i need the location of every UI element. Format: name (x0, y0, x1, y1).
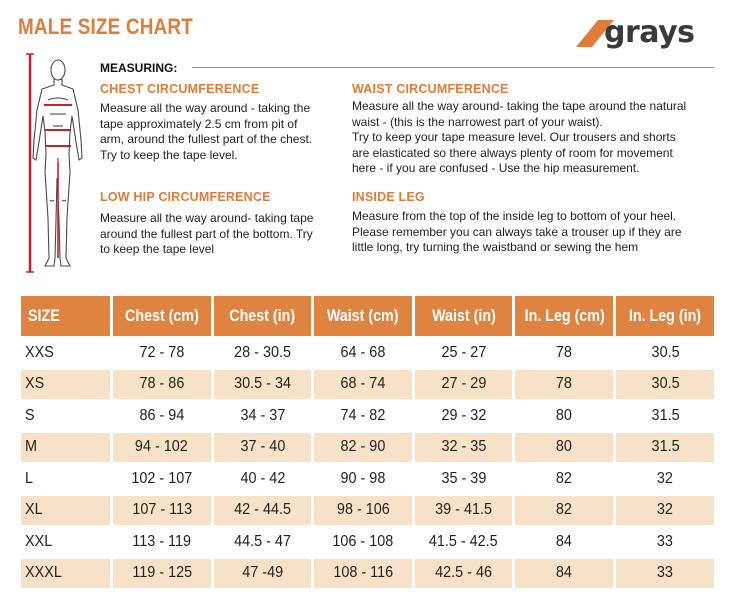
waist-in-cell: 41.5 - 42.5 (429, 532, 499, 550)
table-row (21, 496, 714, 526)
hip-line: around the fullest part of the bottom. Try (100, 226, 313, 241)
inleg-cm-cell: 82 (515, 496, 613, 526)
chest-in-cell: 47 -49 (214, 559, 312, 589)
waist-in-cell: 35 - 39 (441, 469, 487, 487)
waist-in-cell: 32 - 35 (415, 433, 512, 463)
hip-section-body (100, 211, 313, 258)
waist-cm-cell: 68 - 74 (314, 370, 412, 400)
chest-cm-cell: 113 - 119 (132, 532, 192, 550)
size-table (18, 294, 717, 590)
header-inleg-in: In. Leg (in) (616, 296, 714, 336)
inleg-in-cell: 30.5 (616, 370, 714, 400)
inleg-in-cell: 32 (657, 469, 674, 487)
size-cell: S (25, 406, 35, 424)
hip-line: to keep the tape level (100, 242, 215, 256)
chest-in-cell: 44.5 - 47 (233, 532, 291, 550)
table-row (21, 338, 714, 368)
waist-line: Try to keep your tape measure level. Our trousers and shorts (352, 130, 676, 144)
inleg-in-cell: 33 (657, 532, 674, 550)
size-cell: XL (21, 496, 110, 526)
chest-in-cell: 42 - 44.5 (214, 496, 312, 526)
table-row (21, 464, 714, 494)
waist-in-cell: 27 - 29 (415, 370, 512, 400)
table-header-row (21, 296, 714, 336)
inleg-cm-cell: 80 (556, 406, 573, 424)
header-inleg-cm: In. Leg (cm) (515, 296, 613, 336)
waist-cm-cell: 106 - 108 (332, 532, 394, 550)
chest-cm-cell: 72 - 78 (139, 343, 185, 361)
chest-in-cell: 28 - 30.5 (233, 343, 291, 361)
chest-line: tape approximately 2.5 cm from pit of (100, 116, 298, 131)
waist-line: waist - (this is the narrowest part of your waist). (352, 114, 603, 129)
measuring-divider (192, 67, 714, 68)
size-cell: XXXL (21, 559, 110, 589)
inside-leg-section-body (352, 209, 682, 256)
size-cell: L (25, 469, 34, 487)
inleg-cm-cell: 78 (515, 370, 613, 400)
chest-cm-cell: 94 - 102 (113, 433, 211, 463)
waist-cm-cell: 82 - 90 (314, 433, 412, 463)
header-chest-in: Chest (in) (214, 296, 312, 336)
inleg-in-cell: 32 (616, 496, 714, 526)
logo-text: grays (604, 15, 695, 50)
grays-logo (574, 15, 719, 50)
chest-section-body (100, 101, 312, 163)
chest-line: Measure all the way around - taking the (100, 101, 311, 115)
waist-cm-cell: 108 - 116 (314, 559, 412, 589)
header-waist-in: Waist (in) (415, 296, 512, 336)
waist-cm-cell: 98 - 106 (314, 496, 412, 526)
header-size: SIZE (21, 296, 110, 336)
hip-line: Measure all the way around- taking tape (100, 211, 314, 225)
chest-section-title: CHEST CIRCUMFERENCE (100, 82, 260, 96)
inleg-in-cell: 30.5 (651, 343, 680, 361)
chest-cm-cell: 102 - 107 (131, 469, 193, 487)
chest-in-cell: 34 - 37 (239, 406, 285, 424)
inleg-cm-cell: 80 (515, 433, 613, 463)
inside-leg-line: little long, try turning the waistband or sewing the hem (352, 240, 639, 254)
size-cell: XXS (25, 343, 54, 361)
chest-cm-cell: 78 - 86 (113, 370, 211, 400)
chest-in-cell: 40 - 42 (239, 469, 285, 487)
table-row (21, 527, 714, 557)
chest-cm-cell: 107 - 113 (113, 496, 211, 526)
inleg-in-cell: 31.5 (616, 433, 714, 463)
waist-in-cell: 25 - 27 (441, 343, 487, 361)
waist-in-cell: 29 - 32 (441, 406, 487, 424)
table-row (21, 401, 714, 431)
table-row (21, 559, 714, 589)
size-cell: M (21, 433, 110, 463)
chest-cm-cell: 119 - 125 (113, 559, 211, 589)
chest-in-cell: 37 - 40 (214, 433, 312, 463)
inleg-cm-cell: 84 (515, 559, 613, 589)
table-row (21, 433, 714, 463)
chest-in-cell: 30.5 - 34 (214, 370, 312, 400)
inside-leg-line: Measure from the top of the inside leg to bottom of your heel. (352, 209, 677, 223)
waist-line: Measure all the way around- taking the tape around the natural (352, 99, 687, 113)
inleg-in-cell: 33 (616, 559, 714, 589)
inleg-cm-cell: 82 (556, 469, 573, 487)
size-cell: XS (21, 370, 110, 400)
waist-line: here - if you are confused - Use the hip measurement. (352, 161, 640, 175)
inleg-cm-cell: 78 (556, 343, 573, 361)
page-title: MALE SIZE CHART (18, 14, 193, 39)
inside-leg-section-title: INSIDE LEG (352, 190, 425, 204)
size-cell: XXL (25, 532, 53, 550)
waist-in-cell: 42.5 - 46 (415, 559, 512, 589)
hip-section-title: LOW HIP CIRCUMFERENCE (100, 190, 271, 204)
inleg-in-cell: 31.5 (651, 406, 680, 424)
measuring-label: MEASURING: (100, 61, 178, 75)
waist-cm-cell: 90 - 98 (340, 469, 386, 487)
waist-in-cell: 39 - 41.5 (415, 496, 512, 526)
header-waist-cm: Waist (cm) (314, 296, 412, 336)
chest-cm-cell: 86 - 94 (139, 406, 185, 424)
chest-line: Try to keep the tape level. (100, 147, 238, 162)
waist-line: are elasticated so there always plenty of room for movement (352, 145, 673, 160)
inleg-cm-cell: 84 (556, 532, 573, 550)
table-row (21, 370, 714, 400)
header-chest-cm: Chest (cm) (113, 296, 211, 336)
inside-leg-line: Please remember you can always take a trouser up if they are (352, 224, 682, 239)
waist-section-title: WAIST CIRCUMFERENCE (352, 82, 509, 96)
waist-section-body (352, 99, 686, 177)
waist-cm-cell: 64 - 68 (340, 343, 386, 361)
body-measurement-figure (24, 50, 88, 276)
waist-cm-cell: 74 - 82 (340, 406, 386, 424)
chest-line: arm, around the fullest part of the chest. (100, 132, 313, 146)
